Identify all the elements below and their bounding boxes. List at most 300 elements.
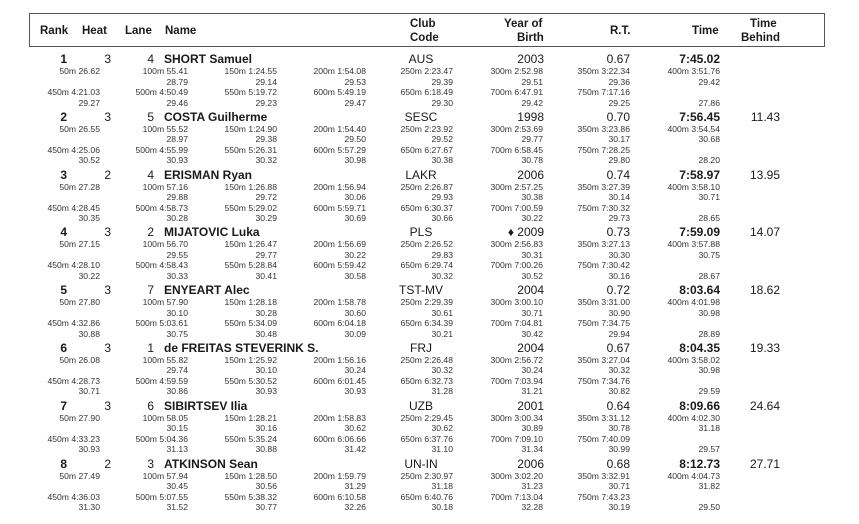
lap-time: 30.10: [166, 307, 188, 318]
athlete-rt: 0.72: [606, 283, 630, 298]
lap-time: 30.71: [698, 192, 720, 203]
athlete-main-row: [0, 110, 859, 124]
lap-time: 31.34: [521, 444, 543, 455]
split-cumulative-row: [0, 66, 859, 77]
lap-time: 30.24: [344, 365, 366, 376]
athlete-rank: 1: [60, 52, 67, 66]
athlete-name: ATKINSON Sean: [164, 456, 258, 471]
lap-time: 30.77: [255, 502, 277, 513]
split-cumulative-row: [0, 203, 859, 214]
split-time: 300m 3:00.34: [490, 412, 543, 423]
split-time: 350m 3:31.12: [577, 412, 630, 423]
split-lap-row: [0, 77, 859, 88]
lap-time: 30.66: [431, 213, 453, 224]
split-time: 200m 1:56.69: [313, 239, 366, 250]
lap-time: 29.77: [521, 134, 543, 145]
split-time: 250m 2:29.45: [400, 412, 453, 423]
split-time: 450m 4:28.45: [47, 202, 100, 213]
athlete-rt: 0.73: [606, 225, 630, 240]
header-time: Time: [692, 25, 719, 37]
lap-time: 30.98: [344, 155, 366, 166]
lap-time: 30.16: [255, 423, 277, 434]
split-time: 750m 7:28.25: [577, 144, 630, 155]
lap-time: 30.88: [255, 444, 277, 455]
lap-time: 30.24: [521, 365, 543, 376]
split-time: 400m 3:58.10: [667, 181, 720, 192]
lap-time: 29.59: [698, 386, 720, 397]
split-time: 500m 4:58.73: [135, 202, 188, 213]
lap-time: 30.09: [344, 328, 366, 339]
split-time: 50m 26.08: [59, 354, 100, 365]
split-lap-row: [0, 386, 859, 397]
lap-time: 29.74: [166, 365, 188, 376]
split-cumulative-row: [0, 471, 859, 482]
split-cumulative-row: [0, 297, 859, 308]
split-time: 400m 3:57.88: [667, 239, 720, 250]
split-time: 600m 6:04.18: [313, 318, 366, 329]
lap-time: 31.30: [78, 502, 100, 513]
athlete-rank: 3: [60, 167, 67, 182]
split-time: 100m 56.70: [142, 239, 188, 250]
lap-time: 29.80: [608, 155, 630, 166]
athlete-main-row: [0, 52, 859, 66]
athlete-heat: 2: [104, 167, 111, 182]
lap-time: 31.23: [521, 481, 543, 492]
athlete-main-row: [0, 399, 859, 413]
results-table-header: [29, 13, 825, 47]
header-heat: Heat: [82, 25, 107, 37]
lap-time: 28.79: [166, 76, 188, 87]
lap-time: 30.90: [608, 307, 630, 318]
athlete-heat: 2: [104, 456, 111, 471]
lap-time: 31.13: [166, 444, 188, 455]
athlete-yob: 2001: [517, 398, 544, 413]
athlete-time: 7:59.09: [679, 225, 720, 240]
split-time: 350m 3:22.34: [577, 66, 630, 76]
lap-time: 30.30: [608, 249, 630, 260]
split-time: 650m 6:34.39: [400, 318, 453, 329]
lap-time: 30.62: [431, 423, 453, 434]
split-time: 200m 1:54.40: [313, 123, 366, 134]
split-time: 500m 4:58.43: [135, 260, 188, 271]
athlete-time: 8:04.35: [679, 340, 720, 355]
lap-time: 28.97: [166, 134, 188, 145]
split-time: 700m 6:47.91: [490, 87, 543, 97]
athlete-main-row: [0, 283, 859, 297]
split-lap-row: [0, 481, 859, 492]
split-time: 100m 57.94: [142, 470, 188, 481]
split-time: 600m 5:57.29: [313, 144, 366, 155]
split-time: 450m 4:32.86: [47, 318, 100, 329]
lap-time: 30.32: [431, 270, 453, 281]
split-time: 50m 26.62: [59, 66, 100, 76]
athlete-rt: 0.74: [606, 167, 630, 182]
split-time: 400m 3:51.76: [667, 66, 720, 76]
split-lap-row: [0, 308, 859, 319]
split-time: 250m 2:26.87: [400, 181, 453, 192]
split-time: 350m 3:32.91: [577, 470, 630, 481]
lap-time: 32.28: [521, 502, 543, 513]
lap-time: 31.18: [698, 423, 720, 434]
split-time: 300m 2:52.98: [490, 66, 543, 76]
athlete-name: de FREITAS STEVERINK S.: [164, 340, 319, 355]
lap-time: 30.99: [608, 444, 630, 455]
athlete-name: SIBIRTSEV Ilia: [164, 398, 248, 413]
split-time: 300m 2:56.72: [490, 354, 543, 365]
lap-time: 29.57: [698, 444, 720, 455]
header-name: Name: [165, 25, 197, 37]
split-time: 700m 6:58.45: [490, 144, 543, 155]
split-time: 500m 5:07.55: [135, 491, 188, 502]
split-time: 700m 7:00.26: [490, 260, 543, 271]
lap-time: 29.83: [431, 249, 453, 260]
split-cumulative-row: [0, 413, 859, 424]
split-time: 50m 27.80: [59, 297, 100, 308]
split-cumulative-row: [0, 124, 859, 135]
lap-time: 29.42: [521, 97, 543, 108]
lap-time: 30.98: [698, 307, 720, 318]
athlete-main-row: [0, 225, 859, 239]
split-time: 400m 4:02.30: [667, 412, 720, 423]
split-time: 200m 1:56.16: [313, 354, 366, 365]
split-time: 450m 4:36.03: [47, 491, 100, 502]
lap-time: 30.10: [255, 365, 277, 376]
header-lane: Lane: [125, 25, 152, 37]
lap-time: 30.32: [255, 155, 277, 166]
split-time: 150m 1:28.18: [224, 297, 277, 308]
header-behind-line1: Time: [750, 18, 777, 30]
split-time: 650m 6:32.73: [400, 375, 453, 386]
athlete-behind: 24.64: [749, 398, 780, 413]
split-lap-row: [0, 98, 859, 109]
split-time: 550m 5:30.52: [224, 375, 277, 386]
split-time: 650m 6:30.37: [400, 202, 453, 213]
athlete-heat: 3: [104, 398, 111, 413]
split-time: 500m 5:03.61: [135, 318, 188, 329]
lap-time: 30.42: [521, 328, 543, 339]
athlete-rank: 6: [60, 340, 67, 355]
split-time: 250m 2:23.47: [400, 66, 453, 76]
athlete-rt: 0.70: [606, 109, 630, 124]
athlete-club: SESC: [404, 109, 438, 124]
split-time: 550m 5:29.02: [224, 202, 277, 213]
lap-time: 30.33: [166, 270, 188, 281]
split-time: 150m 1:28.21: [224, 412, 277, 423]
lap-time: 30.38: [431, 155, 453, 166]
athlete-name: ENYEART Alec: [164, 283, 250, 298]
split-time: 750m 7:34.76: [577, 375, 630, 386]
split-time: 150m 1:24.55: [224, 66, 277, 76]
split-time: 550m 5:28.84: [224, 260, 277, 271]
lap-time: 30.62: [344, 423, 366, 434]
athlete-behind: 19.33: [749, 340, 780, 355]
athlete-rank: 7: [60, 398, 67, 413]
split-time: 450m 4:25.06: [47, 144, 100, 155]
split-time: 200m 1:56.94: [313, 181, 366, 192]
split-time: 650m 6:18.49: [400, 87, 453, 97]
split-time: 700m 7:13.04: [490, 491, 543, 502]
split-time: 150m 1:28.50: [224, 470, 277, 481]
athlete-time: 8:03.64: [679, 283, 720, 298]
split-time: 100m 55.41: [142, 66, 188, 76]
split-time: 450m 4:33.23: [47, 433, 100, 444]
athlete-lane: 5: [147, 109, 154, 124]
split-time: 250m 2:29.39: [400, 297, 453, 308]
athlete-result-row: [0, 457, 859, 515]
lap-time: 31.42: [344, 444, 366, 455]
athlete-club: LAKR: [405, 167, 437, 182]
lap-time: 29.94: [608, 328, 630, 339]
athlete-behind: 13.95: [749, 167, 780, 182]
header-rank: Rank: [40, 25, 69, 37]
lap-time: 30.19: [608, 502, 630, 513]
split-time: 200m 1:58.78: [313, 297, 366, 308]
athlete-yob: ♦ 2009: [507, 225, 544, 240]
split-time: 700m 7:00.59: [490, 202, 543, 213]
split-lap-row: [0, 213, 859, 224]
athlete-lane: 2: [147, 225, 154, 240]
lap-time: 29.46: [166, 97, 188, 108]
split-time: 150m 1:25.92: [224, 354, 277, 365]
split-time: 50m 27.90: [59, 412, 100, 423]
split-time: 200m 1:59.79: [313, 470, 366, 481]
split-time: 50m 27.49: [59, 470, 100, 481]
lap-time: 31.10: [431, 444, 453, 455]
lap-time: 30.45: [166, 481, 188, 492]
split-lap-row: [0, 155, 859, 166]
lap-time: 29.52: [431, 134, 453, 145]
athlete-heat: 3: [104, 283, 111, 298]
athlete-yob: 2003: [517, 52, 544, 66]
split-time: 650m 6:29.74: [400, 260, 453, 271]
lap-time: 29.30: [431, 97, 453, 108]
lap-time: 28.89: [698, 328, 720, 339]
lap-time: 30.17: [608, 134, 630, 145]
split-lap-row: [0, 250, 859, 261]
split-time: 600m 5:49.19: [313, 87, 366, 97]
lap-time: 30.71: [521, 307, 543, 318]
split-time: 300m 3:02.20: [490, 470, 543, 481]
lap-time: 32.26: [344, 502, 366, 513]
lap-time: 30.82: [608, 386, 630, 397]
split-time: 750m 7:40.09: [577, 433, 630, 444]
header-behind-line2: Behind: [741, 32, 780, 44]
athlete-rt: 0.68: [606, 456, 630, 471]
split-time: 350m 3:27.39: [577, 181, 630, 192]
split-time: 350m 3:23.86: [577, 123, 630, 134]
athlete-rt: 0.64: [606, 398, 630, 413]
split-cumulative-row: [0, 318, 859, 329]
split-time: 150m 1:26.47: [224, 239, 277, 250]
lap-time: 29.51: [521, 76, 543, 87]
athlete-rank: 4: [60, 225, 67, 240]
split-cumulative-row: [0, 182, 859, 193]
split-time: 150m 1:24.90: [224, 123, 277, 134]
split-time: 350m 3:27.04: [577, 354, 630, 365]
lap-time: 30.28: [166, 213, 188, 224]
split-time: 600m 6:06.66: [313, 433, 366, 444]
split-time: 550m 5:34.09: [224, 318, 277, 329]
lap-time: 30.29: [255, 213, 277, 224]
header-yob-line1: Year of: [504, 18, 543, 30]
split-lap-row: [0, 423, 859, 434]
athlete-club: FRJ: [410, 340, 432, 355]
split-cumulative-row: [0, 87, 859, 98]
split-time: 300m 2:57.25: [490, 181, 543, 192]
athlete-heat: 3: [104, 109, 111, 124]
split-lap-row: [0, 444, 859, 455]
lap-time: 30.32: [608, 365, 630, 376]
lap-time: 30.22: [521, 213, 543, 224]
athlete-result-row: [0, 225, 859, 283]
split-time: 300m 3:00.10: [490, 297, 543, 308]
split-time: 750m 7:43.23: [577, 491, 630, 502]
athlete-yob: 2006: [517, 456, 544, 471]
split-time: 100m 57.90: [142, 297, 188, 308]
split-cumulative-row: [0, 434, 859, 445]
athlete-result-row: [0, 168, 859, 226]
split-time: 650m 6:40.76: [400, 491, 453, 502]
lap-time: 30.86: [166, 386, 188, 397]
athlete-club: UZB: [409, 398, 433, 413]
athlete-yob: 2004: [517, 283, 544, 298]
lap-time: 30.78: [608, 423, 630, 434]
split-time: 400m 3:54.54: [667, 123, 720, 134]
lap-time: 30.38: [521, 192, 543, 203]
athlete-main-row: [0, 341, 859, 355]
athlete-name: SHORT Samuel: [164, 52, 253, 66]
lap-time: 31.21: [521, 386, 543, 397]
header-club-line2: Code: [410, 32, 439, 44]
athlete-club: AUS: [408, 52, 434, 66]
split-time: 250m 2:30.97: [400, 470, 453, 481]
lap-time: 30.93: [255, 386, 277, 397]
lap-time: 30.56: [255, 481, 277, 492]
lap-time: 29.72: [255, 192, 277, 203]
athlete-yob: 2006: [517, 167, 544, 182]
athlete-lane: 4: [147, 52, 154, 66]
athlete-behind: 14.07: [749, 225, 780, 240]
split-time: 550m 5:19.72: [224, 87, 277, 97]
lap-time: 30.93: [166, 155, 188, 166]
lap-time: 29.88: [166, 192, 188, 203]
athlete-time: 7:45.02: [679, 52, 720, 66]
lap-time: 30.60: [344, 307, 366, 318]
lap-time: 31.82: [698, 481, 720, 492]
athlete-result-row: [0, 110, 859, 168]
athlete-rt: 0.67: [606, 52, 630, 66]
athlete-result-row: [0, 341, 859, 399]
split-cumulative-row: [0, 239, 859, 250]
athlete-time: 7:56.45: [679, 109, 720, 124]
lap-time: 31.29: [344, 481, 366, 492]
lap-time: 30.22: [344, 249, 366, 260]
split-time: 350m 3:31.00: [577, 297, 630, 308]
lap-time: 30.48: [255, 328, 277, 339]
athlete-time: 7:58.97: [679, 167, 720, 182]
split-lap-row: [0, 271, 859, 282]
athlete-heat: 3: [104, 52, 111, 66]
split-time: 500m 5:04.36: [135, 433, 188, 444]
athlete-lane: 1: [147, 340, 154, 355]
lap-time: 31.28: [431, 386, 453, 397]
lap-time: 30.68: [698, 134, 720, 145]
split-time: 400m 4:01.98: [667, 297, 720, 308]
header-club-line1: Club: [410, 18, 436, 30]
split-time: 100m 55.52: [142, 123, 188, 134]
split-time: 500m 4:55.99: [135, 144, 188, 155]
athlete-result-row: [0, 283, 859, 341]
lap-time: 30.41: [255, 270, 277, 281]
lap-time: 28.67: [698, 270, 720, 281]
lap-time: 30.14: [608, 192, 630, 203]
lap-time: 30.32: [431, 365, 453, 376]
athlete-club: TST-MV: [399, 283, 443, 298]
athlete-heat: 3: [104, 225, 111, 240]
athlete-time: 8:12.73: [679, 456, 720, 471]
lap-time: 30.21: [431, 328, 453, 339]
lap-time: 29.55: [166, 249, 188, 260]
lap-time: 29.42: [698, 76, 720, 87]
lap-time: 29.14: [255, 76, 277, 87]
lap-time: 30.71: [78, 386, 100, 397]
athlete-behind: 27.71: [749, 456, 780, 471]
split-time: 700m 7:04.81: [490, 318, 543, 329]
lap-time: 29.25: [608, 97, 630, 108]
athlete-main-row: [0, 168, 859, 182]
lap-time: 30.35: [78, 213, 100, 224]
split-time: 550m 5:26.31: [224, 144, 277, 155]
athlete-name: ERISMAN Ryan: [164, 167, 253, 182]
athlete-yob: 1998: [517, 109, 544, 124]
lap-time: 29.47: [344, 97, 366, 108]
split-time: 150m 1:26.88: [224, 181, 277, 192]
lap-time: 30.78: [521, 155, 543, 166]
header-rt: R.T.: [610, 25, 631, 37]
split-time: 700m 7:03.94: [490, 375, 543, 386]
athlete-rt: 0.67: [606, 340, 630, 355]
split-cumulative-row: [0, 492, 859, 503]
lap-time: 29.73: [608, 213, 630, 224]
athlete-lane: 3: [147, 456, 154, 471]
split-cumulative-row: [0, 376, 859, 387]
athlete-time: 8:09.66: [679, 398, 720, 413]
split-time: 600m 6:01.45: [313, 375, 366, 386]
split-time: 750m 7:34.75: [577, 318, 630, 329]
athlete-rank: 2: [60, 109, 67, 124]
split-time: 750m 7:30.42: [577, 260, 630, 271]
lap-time: 29.93: [431, 192, 453, 203]
lap-time: 31.52: [166, 502, 188, 513]
lap-time: 29.39: [431, 76, 453, 87]
athlete-rank: 8: [60, 456, 67, 471]
athlete-behind: 11.43: [750, 109, 780, 124]
athlete-name: COSTA Guilherme: [164, 109, 268, 124]
lap-time: 29.50: [344, 134, 366, 145]
split-time: 50m 26.55: [59, 123, 100, 134]
split-time: 200m 1:54.08: [313, 66, 366, 76]
split-time: 600m 5:59.71: [313, 202, 366, 213]
lap-time: 30.15: [166, 423, 188, 434]
lap-time: 30.98: [698, 365, 720, 376]
athlete-club: PLS: [409, 225, 433, 240]
split-lap-row: [0, 192, 859, 203]
athlete-club: UN-IN: [404, 456, 438, 471]
lap-time: 30.75: [698, 249, 720, 260]
lap-time: 28.65: [698, 213, 720, 224]
lap-time: 30.22: [78, 270, 100, 281]
split-time: 450m 4:28.10: [47, 260, 100, 271]
